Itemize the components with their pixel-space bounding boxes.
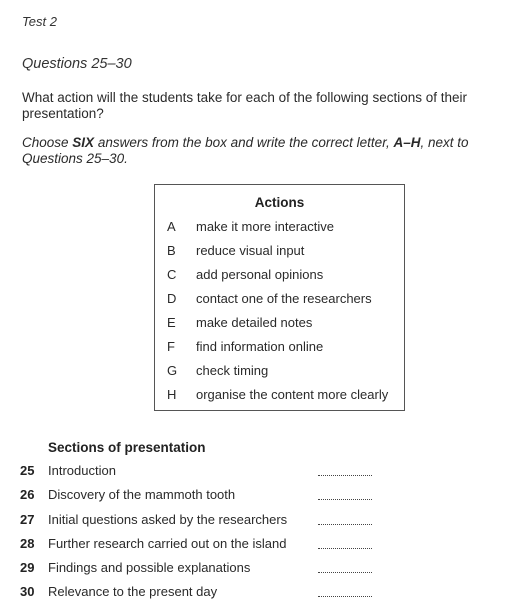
action-letter: F (167, 339, 175, 354)
question-text: Findings and possible explanations (48, 560, 251, 575)
answer-blank[interactable] (318, 475, 372, 476)
action-letter: A (167, 219, 176, 234)
actions-title: Actions (254, 195, 305, 210)
question-row-26 (0, 487, 505, 507)
action-letter: B (167, 243, 176, 258)
choose-middle: answers from the box and write the correct letter, (94, 135, 394, 150)
question-number: 25 (20, 463, 35, 478)
question-row-25 (0, 463, 505, 483)
test-label: Test 2 (22, 14, 57, 29)
action-text: reduce visual input (196, 243, 305, 258)
answer-blank[interactable] (318, 524, 372, 525)
answer-blank[interactable] (318, 572, 372, 573)
question-range-title: Questions 25–30 (22, 56, 132, 72)
question-number: 28 (20, 536, 35, 551)
choose-suffix: , next to Questions 25–30. (22, 135, 469, 166)
action-text: contact one of the researchers (196, 291, 372, 306)
sections-heading: Sections of presentation (48, 440, 206, 455)
question-number: 29 (20, 560, 35, 575)
action-text: check timing (196, 363, 269, 378)
choose-count: SIX (72, 135, 95, 150)
question-row-29 (0, 560, 505, 580)
choose-instruction (22, 135, 482, 167)
answer-blank[interactable] (318, 596, 372, 597)
question-row-30 (0, 584, 505, 604)
question-row-27 (0, 512, 505, 532)
action-letter: E (167, 315, 176, 330)
answer-blank[interactable] (318, 499, 372, 500)
action-letter: C (167, 267, 177, 282)
question-number: 27 (20, 512, 35, 527)
choose-prefix: Choose (22, 135, 73, 150)
action-letter: D (167, 291, 177, 306)
question-text: Discovery of the mammoth tooth (48, 487, 236, 502)
question-text: Further research carried out on the island (48, 536, 287, 551)
action-text: find information online (196, 339, 324, 354)
choose-letters: A–H (393, 135, 421, 150)
question-row-28 (0, 536, 505, 556)
answer-blank[interactable] (318, 548, 372, 549)
action-letter: H (167, 387, 177, 402)
question-text: Initial questions asked by the researchers (48, 512, 288, 527)
action-letter: G (167, 363, 178, 378)
question-text: Introduction (48, 463, 116, 478)
action-text: make it more interactive (196, 219, 334, 234)
actions-box (154, 184, 405, 411)
action-text: organise the content more clearly (196, 387, 389, 402)
action-text: make detailed notes (196, 315, 313, 330)
action-text: add personal opinions (196, 267, 324, 282)
question-number: 26 (20, 487, 35, 502)
instruction-text: What action will the students take for each of the following sections of their presentation? (22, 90, 467, 121)
question-text: Relevance to the present day (48, 584, 218, 599)
question-number: 30 (20, 584, 35, 599)
